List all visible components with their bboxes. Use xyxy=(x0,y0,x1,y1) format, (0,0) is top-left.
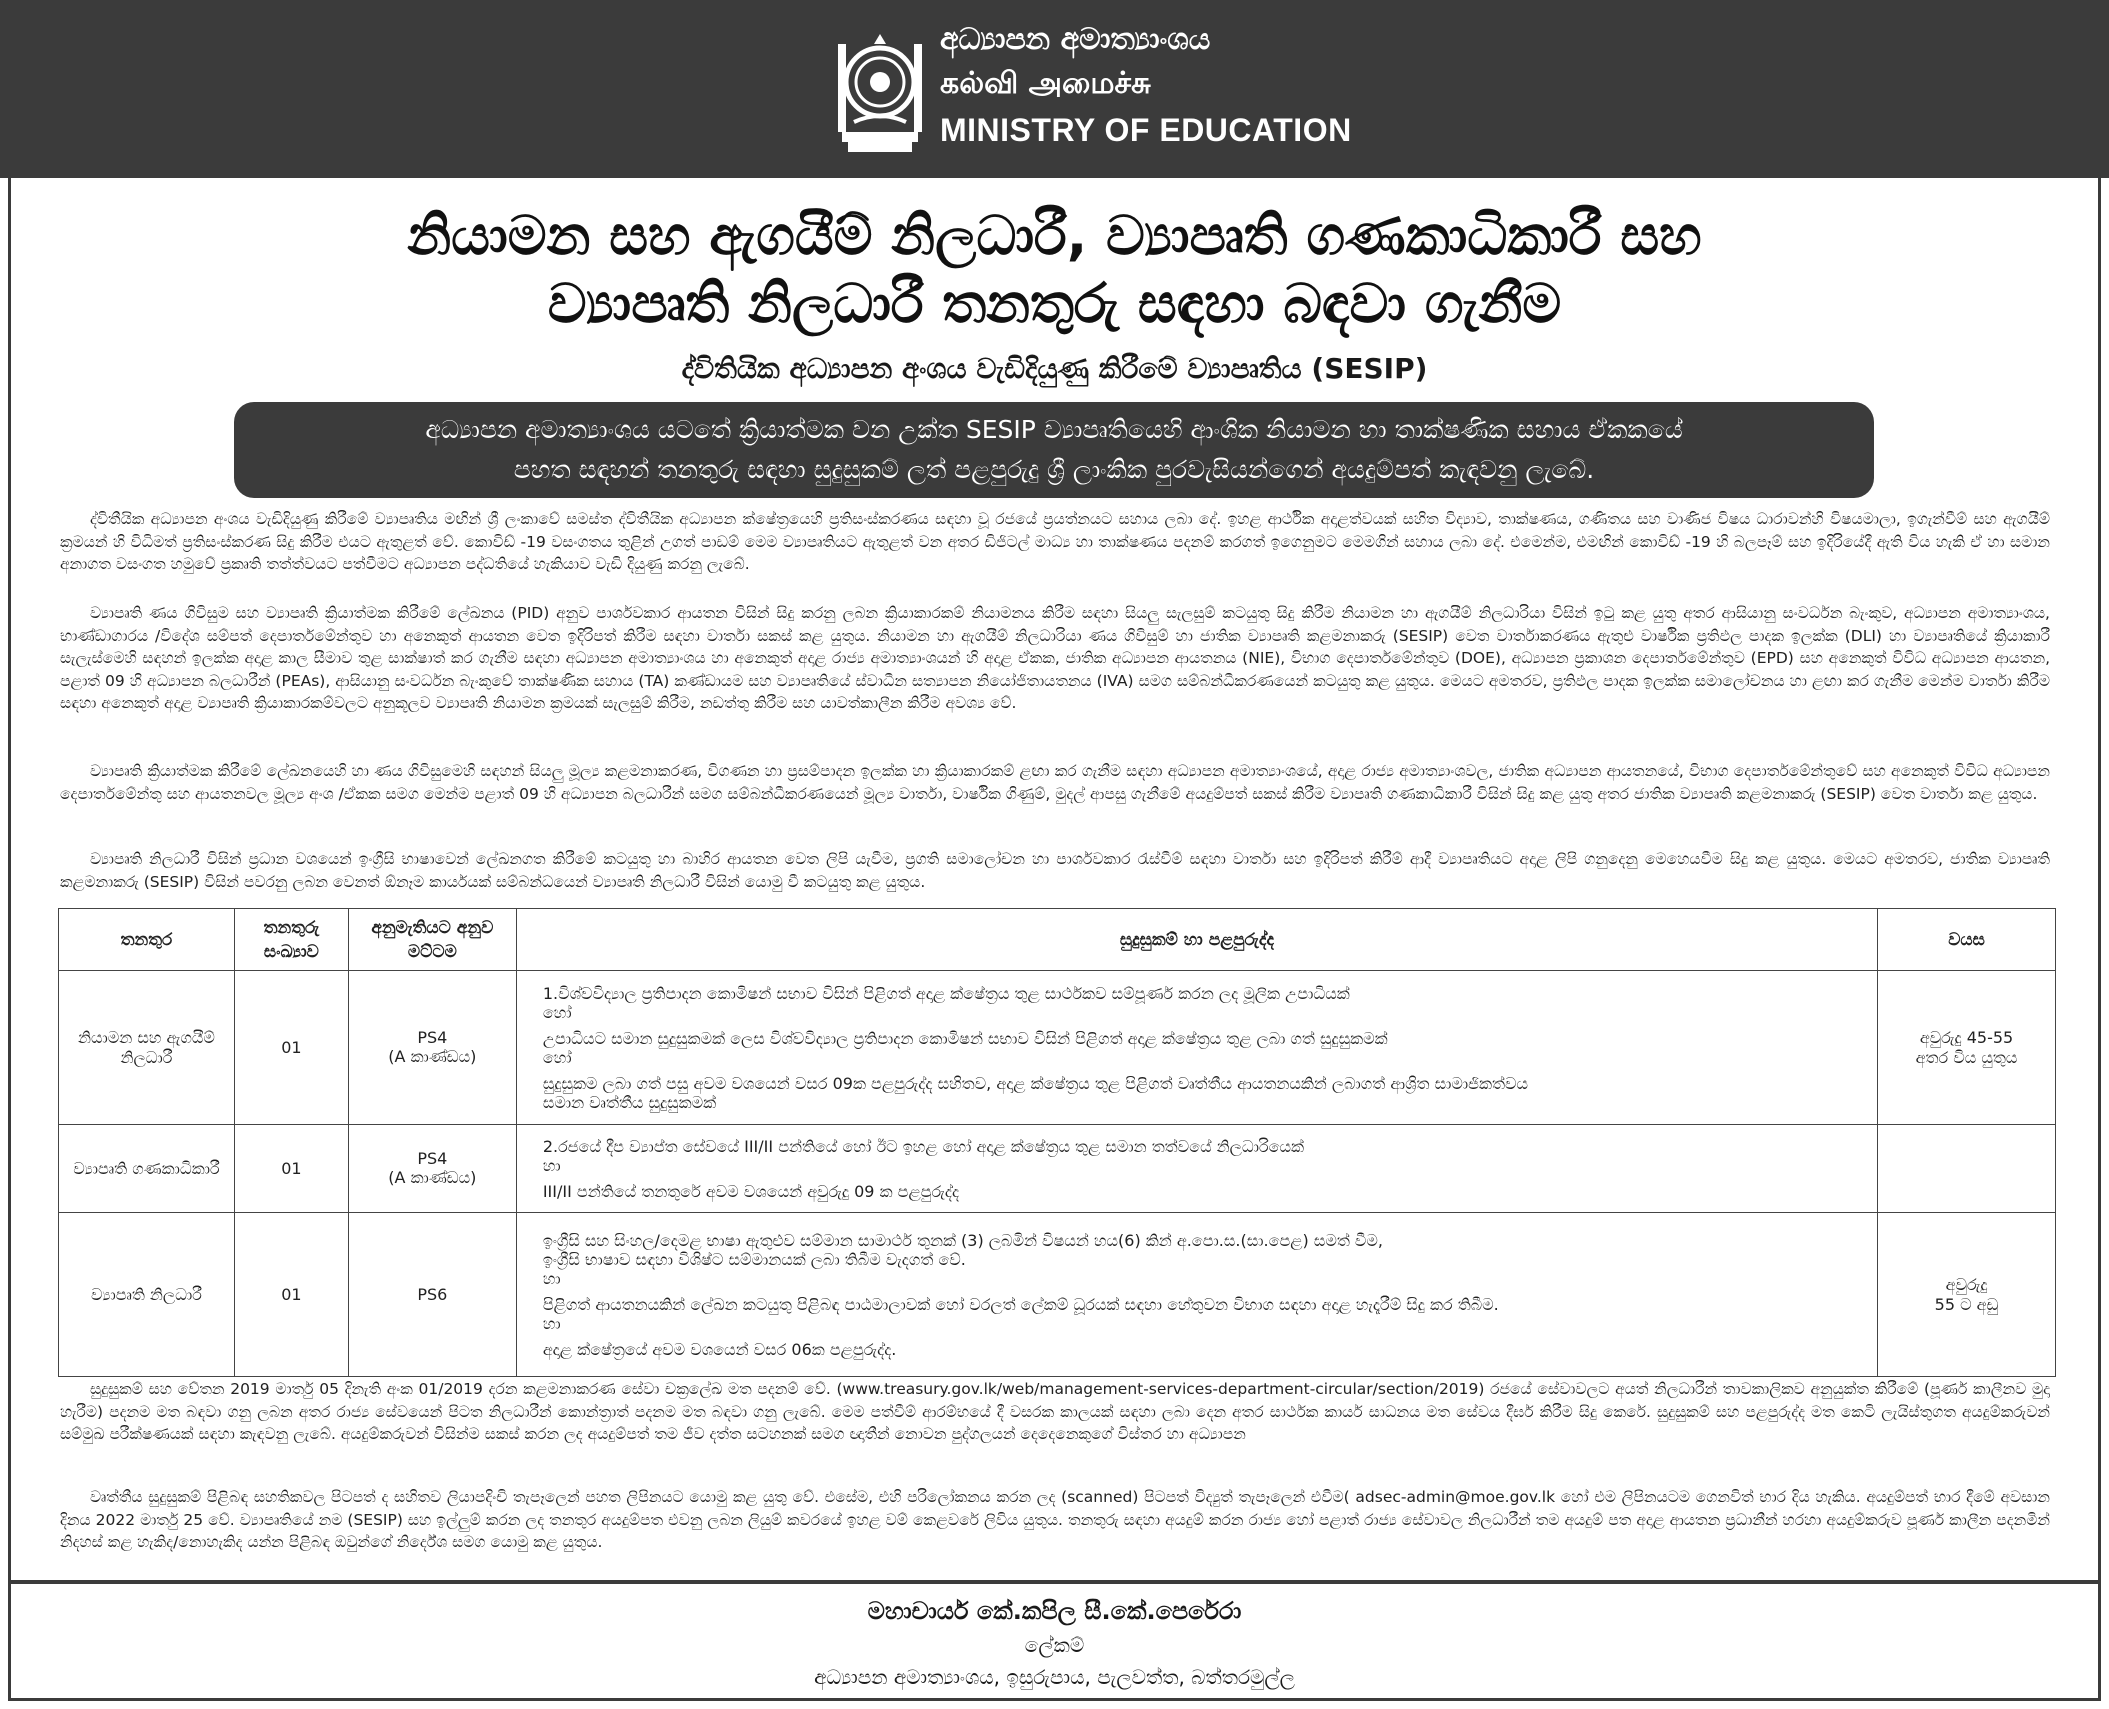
grade-value: PS4 xyxy=(417,1149,448,1168)
page-title-line-1: නියාමන සහ ඇගයීම් නිලධාරී, ව්‍යාපෘති ගණකාධිකාරී සහ xyxy=(407,204,1702,267)
cell-post: ව්‍යාපෘති ගණකාධිකාරී xyxy=(59,1125,235,1213)
grade-note: (A කාණ්ඩය) xyxy=(388,1047,477,1066)
positions-table xyxy=(58,908,2056,1377)
cell-age xyxy=(1878,1213,2056,1377)
table-row xyxy=(59,971,2056,1125)
table-row xyxy=(59,1125,2056,1213)
cell-qualifications xyxy=(516,1213,1877,1377)
cell-count: 01 xyxy=(234,1213,348,1377)
paragraph-officer-duties: ව්‍යාපෘති නිලධාරී විසින් ප්‍රධාන වශයෙන් ඉංග්‍රීසි භාෂාවෙන් ලේඛනගත කිරීමේ කටයුතු හා බාහිර ආයතන වෙත ලිපි යැවීම, ප්‍රගති සමාලෝචන හා පාර්ශවකාර රැස්වීම් සඳහා වාර්තා සහ ඉදිරිපත් කිරීම් ආදී ව්‍යාපෘතියට අදාළ ලිපි ගනුදෙනු මෙහෙයවීම සිදු කළ යුතුය. මෙයට අමතරව, ජාතික ව්‍යාපෘති කළමනාකරු (SESIP) විසින් පවරනු ලබන වෙනත් ඕනෑම කාර්යයක් සම්බන්ධයෙන් ව්‍යාපෘති නිලධාරී විසින් යොමු වී කටයුතු කළ යුතුය. xyxy=(60,850,2050,891)
paragraph-how-to-apply: වෘත්තීය සුදුසුකම් පිළිබඳ සහතිකවල පිටපත් ද සහිතව ලියාපදිංචි තැපෑලෙන් පහත ලිපිනයට යොමු කළ යුතු වේ. එසේම, එහි පරිලෝකනය කරන ලද (scanned) පිටපත් විද්‍යුත් තැපෑලෙන් එවීම( adsec-admin@moe.gov.lk හෝ එම ලිපිනයටම ගෙනවිත් භාර දිය හැකිය. අයදුම්පත් භාර දීමේ අවසාන දිනය 2022 මාර්තු 25 වේ. ව්‍යාපෘතියේ නම (SESIP) සහ ඉල්ලුම් කරන ලද තනතුර අයදුම්පත එවනු ලබන ලියුම් කවරයේ ඉහළ වම් කෙළවරේ ලිවිය යුතුය. තනතුරු සඳහා අයදුම් කරන රාජ්‍ය හෝ පළාත් රාජ්‍ය සේවාවල නිලධාරීන් තම අයදුම් පත අදාළ ආයතන ප්‍රධානීන් හරහා අයදුම්කරුව පූර්ණ කාලීන පදනමින් නිදහස් කළ හැකිද/නොහැකිද යන්න පිළිබඳ ඔවුන්ගේ නිර්දේශ සමග යොමු කළ යුතුය. xyxy=(60,1488,2050,1551)
qualification-line: සුදුසුකම ලබා ගත් පසු අවම වශයෙන් වසර 09ක පළපුරුද්ද සහිතව, අදාළ ක්ෂේත්‍රය තුළ පිළිගත් වෘත්තීය ආයතනයකින් ලබාගත් ආශ්‍රිත සාමාජිකත්වය xyxy=(542,1073,1528,1093)
ministry-name xyxy=(940,18,1352,154)
cell-count: 01 xyxy=(234,1125,348,1213)
cell-grade xyxy=(348,1125,516,1213)
qualification-line: III/II පන්තියේ තනතුරේ අවම වශයෙන් අවුරුදු 09 ක පළපුරුද්ද xyxy=(542,1181,960,1201)
page-title-line-2: ව්‍යාපෘති නිලධාරී තනතුරු සඳහා බඳවා ගැනීම xyxy=(547,272,1562,335)
paragraph-monitoring-duties: ව්‍යාපෘති ණය ගිවිසුම සහ ව්‍යාපෘති ක්‍රියාත්මක කිරීමේ ලේඛනය (PID) අනුව පාර්ශවකාර ආයතන විසින් සිදු කරනු ලබන ක්‍රියාකාරකම් නියාමනය කිරීම සඳහා සියලු සැලසුම් කටයුතු සිදු කිරීම නියාමන හා ඇගයීම් නිලධාරියා විසින් ඉටු කළ යුතු අතර ආසියානු සංවර්ධන බැංකුව, අධ්‍යාපන අමාත්‍යාංශය, භාණ්ඩාගාරය /විදේශ සම්පත් දෙපාර්තමේන්තුව හා අනෙකුත් ආයතන වෙත ඉදිරිපත් කිරීම සඳහා වාර්තා සකස් කළ යුතුය. නියාමන හා ඇගයීම් නිලධාරියා ණය ගිවිසුම් හා ජාතික ව්‍යාපෘති කළමනාකරු (SESIP) වෙත වාර්තාකරණය ඇතුළු වාර්ෂික ප්‍රතිඵල පාදක ඉලක්ක (DLI) හා ව්‍යාපෘතියේ ක්‍රියාකාරී සැලැස්මෙහි සඳහන් ඉලක්ක අදාළ කාල සීමාව තුළ සාක්ෂාත් කර ගැනීම සඳහා අධ්‍යාපන අමාත්‍යාංශය හා අනෙකුත් අදාළ රාජ්‍ය අමාත්‍යාංශයන් හි අදාළ ඒකක, ජාතික අධ්‍යාපන ආයතනය (NIE), විභාග දෙපාර්තමේන්තුව (DOE), අධ්‍යාපන ප්‍රකාශන දෙපාර්තමේන්තුව (EPD) සහ අනෙකුත් විවිධ අධ්‍යාපන ආයතන, පළාත් 09 හි අධ්‍යාපන බලධාරීන් (PEAs), ආසියානු සංවර්ධන බැංකුවේ තාක්ෂණික සහාය (TA) කණ්ඩායම සහ ව්‍යාපෘතියේ ස්වාධීන සත්‍යාපන නියෝජිතායතනය (IVA) සමග සම්බන්ධීකරණයෙන් කටයුතු කළ යුතුය. මෙයට අමතරව, ප්‍රතිඵල පාදක ඉලක්ක සමාලෝචනය හා ළඟා කර ගැනීම මෙන්ම වාර්තා කිරීම සඳහා අනෙකුත් අදාළ ව්‍යාපෘති ක්‍රියාකාරකම්වලට අනුකූලව ව්‍යාපෘති නියාමන ක්‍රමයක් සැලසුම් කිරීම, නඩත්තු කිරීම සහ යාවත්කාලීන කිරීම අවශ්‍ය වේ. xyxy=(60,604,2051,712)
header-age: වයස xyxy=(1878,909,2056,971)
header-post: තනතුර xyxy=(59,909,235,971)
table-row xyxy=(59,1213,2056,1377)
ministry-name-english: MINISTRY OF EDUCATION xyxy=(940,112,1352,148)
ministry-address: අධ්‍යාපන අමාත්‍යාංශය, ඉසුරුපාය, පැලවත්ත, බත්තරමුල්ල xyxy=(814,1665,1295,1689)
qualification-line: ඉංග්‍රීසි සහ සිංහල/දෙමළ භාෂා ඇතුළුව සම්මාන සාමාර්ථ තුනක් (3) ලබමින් විෂයන් හය(6) කින් අ.පො.ස.(සා.පෙළ) සමත් වීම, xyxy=(542,1230,1384,1250)
age-note: 55 ට අඩු xyxy=(1934,1294,1999,1314)
qualification-line: හා xyxy=(542,1155,561,1175)
header-band xyxy=(0,0,2109,178)
page-subtitle: ද්විතියික අධ්‍යාපන අංශය වැඩිදියුණු කිරීමේ ව්‍යාපෘතිය (SESIP) xyxy=(681,352,1428,385)
qualification-line: සමාන වෘත්තීය සුදුසුකමක් xyxy=(542,1092,717,1112)
header-qualifications: සුදුසුකම් හා පළපුරුද්ද xyxy=(516,909,1877,971)
age-note: අතර විය යුතුය xyxy=(1915,1047,2018,1067)
qualification-line: හා xyxy=(542,1268,561,1288)
cell-qualifications xyxy=(516,1125,1877,1213)
qualification-line: උපාධියට සමාන සුදුසුකමක් ලෙස විශ්වවිද්‍යාල ප්‍රතිපාදන කොමිෂන් සභාව විසින් පිළිගත් අදාළ ක්ෂේත්‍රය තුළ ලබා ගත් සුදුසුකමක් xyxy=(542,1028,1388,1048)
qualification-line: හෝ xyxy=(542,1002,572,1022)
cell-qualifications xyxy=(516,971,1877,1125)
banner-line-2: පහත සඳහන් තනතුරු සඳහා සුදුසුකම් ලත් පළපුරුදු ශ්‍රී ලාංකික පුරවැසියන්ගෙන් අයදුම්පත් කැඳවනු ලැබේ. xyxy=(513,455,1595,484)
ministry-name-tamil: கல்வி அமைச்சு xyxy=(940,66,1151,101)
qualification-line: පිළිගත් ආයතනයකින් ලේඛන කටයුතු පිළිබඳ පාඨමාලාවක් හෝ වරලත් ලේකම් ධූරයක් සඳහා හේතුවන විභාග සඳහා අදාළ හැදෑරීම් සිදු කර තිබීම. xyxy=(542,1294,1499,1314)
grade-note: (A කාණ්ඩය) xyxy=(388,1168,477,1187)
grade-value: PS6 xyxy=(417,1285,448,1304)
signature-divider xyxy=(8,1580,2101,1584)
qualification-line: හෝ xyxy=(542,1047,572,1067)
age-value: අවුරුදු xyxy=(1945,1274,1988,1294)
qualification-line: 1.විශ්වවිද්‍යාල ප්‍රතිපාදන කොමිෂන් සභාව විසින් පිළිගත් අදාළ ක්ෂේත්‍රය තුළ සාර්ථකව සම්පූර්ණ කරන ලද මූලික උපාධියක් xyxy=(542,983,1350,1003)
cell-count: 01 xyxy=(234,971,348,1125)
cell-grade xyxy=(348,971,516,1125)
paragraph-accountant-duties: ව්‍යාපෘති ක්‍රියාත්මක කිරීමේ ලේඛනයෙහි හා ණය ගිවිසුමෙහි සඳහන් සියලු මූල්‍ය කළමනාකරණ, විගණන හා ප්‍රසම්පාදන ඉලක්ක හා ක්‍රියාකාරකම් ළඟා කර ගැනීම සඳහා අධ්‍යාපන අමාත්‍යාංශයේ, අදාළ රාජ්‍ය අමාත්‍යාංශවල, ජාතික අධ්‍යාපන ආයතනයේ, විභාග දෙපාර්තමේන්තුවේ සහ අනෙකුත් විවිධ අධ්‍යාපන දෙපාර්තමේන්තු සහ ආයතනවල මූල්‍ය අංශ /ඒකක සමග මෙන්ම පළාත් 09 හි අධ්‍යාපන බලධාරීන් සමග සම්බන්ධීකරණයෙන් මූල්‍ය වාර්තා, වාර්ෂික ගිණුම්, මුදල් ආපසු ගැනීමේ අයදුම්පත් සකස් කිරීම ව්‍යාපෘති ගණකාධිකාරී විසින් සිදු කළ යුතු අතර ජාතික ව්‍යාපෘති කළමනාකරු (SESIP) වෙත වාර්තා කළ යුතුය. xyxy=(60,762,2050,803)
cell-post: ව්‍යාපෘති නිලධාරී xyxy=(59,1213,235,1377)
signatory-name: මහාචාර්ය කේ.කපිල සී.කේ.පෙරේරා xyxy=(867,1597,1242,1625)
age-value: අවුරුදු 45-55 xyxy=(1919,1027,2014,1047)
qualification-line: ඉංග්‍රීසි භාෂාව සඳහා විශිෂ්ට සම්මානයක් ලබා තිබීම වැදගත් වේ. xyxy=(542,1249,966,1269)
cell-post: නියාමන සහ ඇගයීම් නිලධාරී xyxy=(59,971,235,1125)
header-count: තනතුරු සංඛ්‍යාව xyxy=(234,909,348,971)
invitation-banner xyxy=(234,402,1874,498)
ministry-name-sinhala: අධ්‍යාපන අමාත්‍යාංශය xyxy=(940,22,1211,57)
table-header-row xyxy=(59,909,2056,971)
qualification-line: හා xyxy=(542,1313,561,1333)
ministry-crest-icon xyxy=(834,14,926,164)
cell-grade xyxy=(348,1213,516,1377)
banner-line-1: අධ්‍යාපන අමාත්‍යාංශය යටතේ ක්‍රියාත්මක වන උක්ත SESIP ව්‍යාපෘතියෙහි ආංශික නියාමන හා තාක්ෂණික සහාය ඒකකයේ xyxy=(425,415,1683,444)
header-grade: අනුමැතියට අනුව මට්ටම xyxy=(348,909,516,971)
qualification-line: අදාළ ක්ෂේත්‍රයේ අවම වශයෙන් වසර 06ක පළපුරුද්ද. xyxy=(542,1339,897,1359)
signatory-title: ලේකම් xyxy=(1024,1633,1085,1657)
paragraph-salary-and-appointment: සුදුසුකම් සහ වේතන 2019 මාර්තු 05 දිනැති අංක 01/2019 දරන කළමනාකරණ සේවා චක්‍රලේඛ මත පදනම් වේ. (www.treasury.gov.lk/web/management-services-department-circular/section/2019) රජයේ සේවාවලට අයත් නිලධාරීන් තාවකාලිකව අනුයුක්ත කිරීමේ (පූර්ණ කාලීනව මුදා හැරීම) පදනම මත බඳවා ගනු ලබන අතර රාජ්‍ය සේවයෙන් පිටත නිලධාරීන් කොන්ත්‍රාත් පදනම මත බඳවා ගනු ලැබේ. මෙම පත්වීම් ආරම්භයේ දී වසරක කාලයක් සඳහා ලබා දෙන අතර සාර්ථක කාර්ය සාධනය මත සේවය දීර්ඝ කිරීම සිදු කෙරේ. සුදුසුකම් සහ පළපුරුද්ද මත කෙටි ලැයිස්තුගත අයදුම්කරුවන් සම්මුඛ පරීක්ෂණයක් සඳහා කැඳවනු ලැබේ. අයදුම්කරුවන් විසින්ම සකස් කරන ලද අයදුම්පත් තම ජීව දත්ත සටහනක් සමග ඥාතීන් නොවන පුද්ගලයන් දෙදෙනෙකුගේ විස්තර හා අධ්‍යාපන xyxy=(60,1380,2050,1443)
paragraph-project-overview: ද්විතීයික අධ්‍යාපන අංශය වැඩිදියුණු කිරීමේ ව්‍යාපෘතිය මඟින් ශ්‍රී ලංකාවේ සමස්ත ද්විතීයික අධ්‍යාපන ක්ෂේත්‍රයෙහි ප්‍රතිසංස්කරණය සඳහා වූ රජයේ ප්‍රයත්නයට සහාය ලබා දේ. ඉහළ ආර්ථික අදාළත්වයක් සහිත විද්‍යාව, තාක්ෂණය, ගණිතය සහ වාණිජ විෂය ධාරාවන්හි විෂයමාලා, ඉගැන්වීම් සහ ඇගයීම් ක්‍රමයන් හි විධිමත් ප්‍රතිසංස්කරණ සිදු කිරීම එයට ඇතුළත් වේ. කොවිඩ් -19 වසංගතය තුළින් උගත් පාඩම් මෙම ව්‍යාපෘතියට ඇතුළත් වන අතර ඩිජිටල් මාධ්‍ය හා තාක්ෂණය පදනම් කරගත් ඉගෙනුමට මෙමගින් සහාය ලබා දේ. එමෙන්ම, එමඟින් කොවිඩ් -19 හි බලපෑම් සහ ඉදිරියේදී ඇති විය හැකි ඒ හා සමාන අනාගත වසංගත හමුවේ ප්‍රකෘති තත්ත්වයට පත්වීමට අධ්‍යාපන පද්ධතියේ හැකියාව වැඩි දියුණු කරනු ලැබේ. xyxy=(60,510,2050,573)
grade-value: PS4 xyxy=(417,1028,448,1047)
cell-age xyxy=(1878,1125,2056,1213)
cell-age xyxy=(1878,971,2056,1125)
qualification-line: 2.රජයේ දීප ව්‍යාප්ත සේවයේ III/II පන්තියේ හෝ ඊට ඉහළ හෝ අදාළ ක්ෂේත්‍රය තුළ සමාන තත්වයේ නිලධාරියෙක් xyxy=(542,1136,1305,1156)
